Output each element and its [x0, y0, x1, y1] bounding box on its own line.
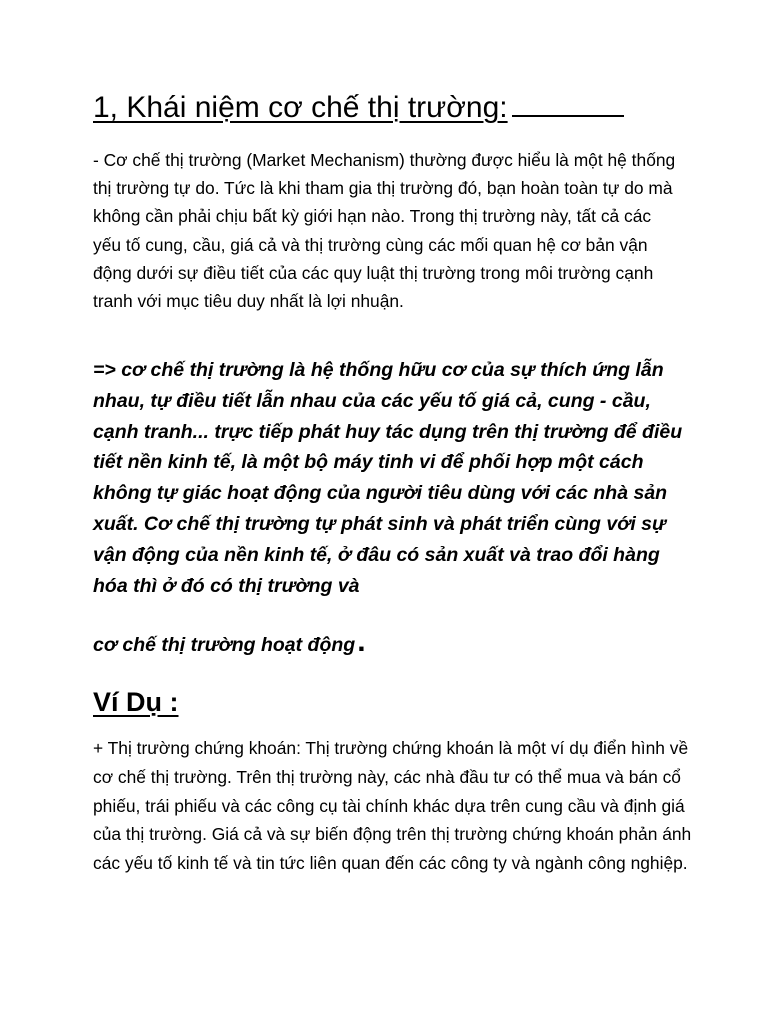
conclusion-tail-dot: . [357, 625, 366, 658]
heading-underline-extension [512, 114, 624, 117]
section-heading-example: Ví Dụ : [93, 687, 179, 717]
section-heading-concept [93, 88, 624, 128]
section-heading-concept-text: 1, Khái niệm cơ chế thị trường: [93, 91, 508, 124]
definition-paragraph: - Cơ chế thị trường (Market Mechanism) thường được hiểu là một hệ thống thị trường tự do. Tức là khi tham gia thị trường đó, bạn hoàn toàn tự do mà không cần phải chịu bất kỳ giới hạn nào. Trong thị trường này, tất cả các yếu tố cung, cầu, giá cả và thị trường cùng các mối quan hệ cơ bản vận động dưới sự điều tiết của các quy luật thị trường trong môi trường cạnh tranh với mục tiêu duy nhất là lợi nhuận. [93, 150, 676, 312]
example-paragraph: + Thị trường chứng khoán: Thị trường chứng khoán là một ví dụ điển hình về cơ chế thị trường. Trên thị trường này, các nhà đầu tư có thể mua và bán cổ phiếu, trái phiếu và các công cụ tài chính khác dựa trên cung cầu và định giá của thị trường. Giá cả và sự biến động trên thị trường chứng khoán phản ánh các yếu tố kinh tế và tin tức liên quan đến các công ty và ngành công nghiệp. [93, 738, 692, 874]
conclusion-paragraph: => cơ chế thị trường là hệ thống hữu cơ của sự thích ứng lẫn nhau, tự điều tiết lẫn nhau của các yếu tố giá cả, cung - cầu, cạnh tranh... trực tiếp phát huy tác dụng trên thị trường để điều tiết nền kinh tế, là một bộ máy tinh vi để phối hợp một cách không tự giác hoạt động của người tiêu dùng với các nhà sản xuất. Cơ chế thị trường tự phát sinh và phát triển cùng với sự vận động của nền kinh tế, ở đâu có sản xuất và trao đổi hàng hóa thì ở đó có thị trường và [93, 359, 683, 597]
conclusion-tail-line [93, 627, 366, 660]
conclusion-tail-text: cơ chế thị trường hoạt động [93, 634, 356, 656]
